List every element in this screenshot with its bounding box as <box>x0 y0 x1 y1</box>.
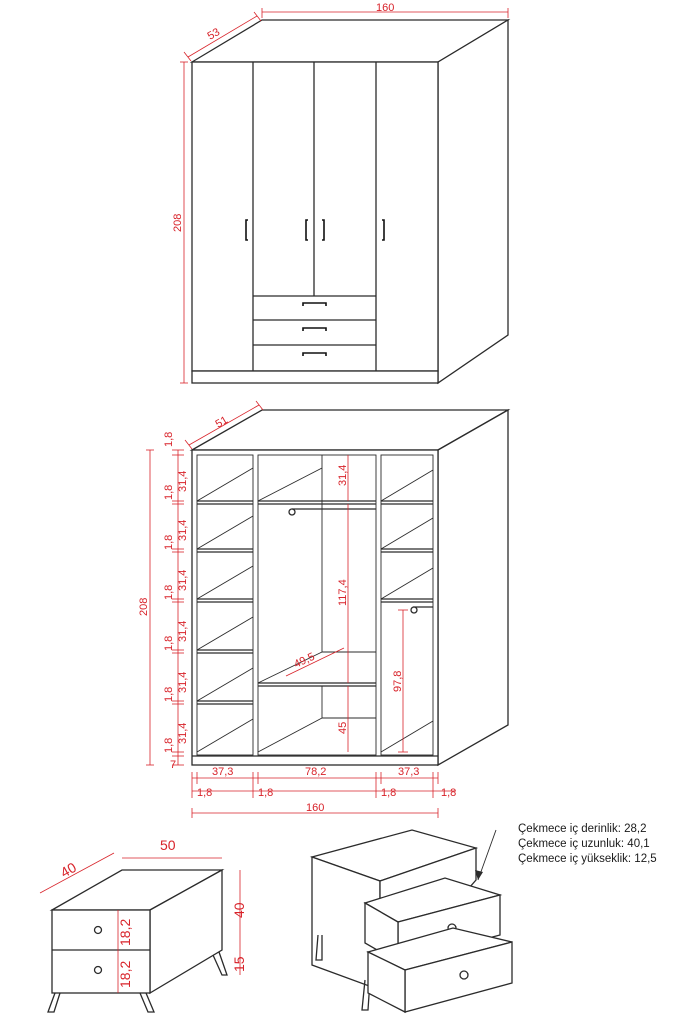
panel-thickness-label: 1,8 <box>258 787 274 799</box>
right-hanging-height-label: 97,8 <box>392 670 404 692</box>
interior-depth-label: 51 <box>213 414 231 431</box>
shelf-thickness-label: 1,8 <box>163 635 175 651</box>
center-bottom-gap-label: 45 <box>337 721 349 734</box>
interior-height-label: 208 <box>138 597 150 616</box>
bottom-width-right-label: 37,3 <box>398 766 420 778</box>
wardrobe-exterior-view <box>172 2 508 383</box>
nightstand-leg-height-label: 15 <box>231 956 247 972</box>
nightstand-width-label: 50 <box>160 837 176 853</box>
bottom-width-center-label: 78,2 <box>305 766 327 778</box>
drawer-inner-depth-note: Çekmece iç derinlik: 28,2 <box>518 823 647 835</box>
panel-thickness-label: 1,8 <box>197 787 213 799</box>
left-dimension-chain <box>163 432 189 771</box>
bottom-width-left-label: 37,3 <box>212 766 234 778</box>
nightstand-dimension-view <box>40 837 247 1012</box>
base-height-label: 7 <box>170 759 177 771</box>
center-top-gap-label: 31,4 <box>337 464 349 486</box>
exterior-depth-label: 53 <box>205 26 223 43</box>
drawer-inner-height-note: Çekmece iç yükseklik: 12,5 <box>518 853 657 865</box>
panel-thickness-label: 1,8 <box>441 787 457 799</box>
drawer-height-top-label: 18,2 <box>117 918 133 946</box>
drawer-inner-length-note: Çekmece iç uzunluk: 40,1 <box>518 838 650 850</box>
shelf-thickness-label: 1,8 <box>163 484 175 500</box>
shelf-gap-label: 31,4 <box>177 671 189 693</box>
shelf-gap-label: 31,4 <box>177 722 189 744</box>
nightstand-open-view <box>312 823 657 1012</box>
drawer-height-bottom-label: 18,2 <box>117 960 133 988</box>
interior-width-label: 160 <box>306 802 325 814</box>
center-hanging-height-label: 117,4 <box>337 579 349 606</box>
nightstand-depth-label: 40 <box>57 858 79 881</box>
panel-thickness-label: 1,8 <box>381 787 397 799</box>
shelf-thickness-label: 1,8 <box>163 686 175 702</box>
shelf-thickness-label: 1,8 <box>163 584 175 600</box>
shelf-gap-label: 31,4 <box>177 470 189 492</box>
shelf-gap-label: 31,4 <box>177 569 189 591</box>
shelf-gap-label: 31,4 <box>177 620 189 642</box>
shelf-thickness-label: 1,8 <box>163 737 175 753</box>
shelf-gap-label: 31,4 <box>177 519 189 541</box>
exterior-height-label: 208 <box>172 213 184 232</box>
shelf-thickness-label: 1,8 <box>163 431 175 447</box>
wardrobe-interior-view <box>138 401 508 818</box>
nightstand-height-label: 40 <box>231 902 247 918</box>
shelf-thickness-label: 1,8 <box>163 534 175 550</box>
center-shelf-depth-label: 49,5 <box>292 650 317 671</box>
exterior-width-label: 160 <box>376 2 395 14</box>
